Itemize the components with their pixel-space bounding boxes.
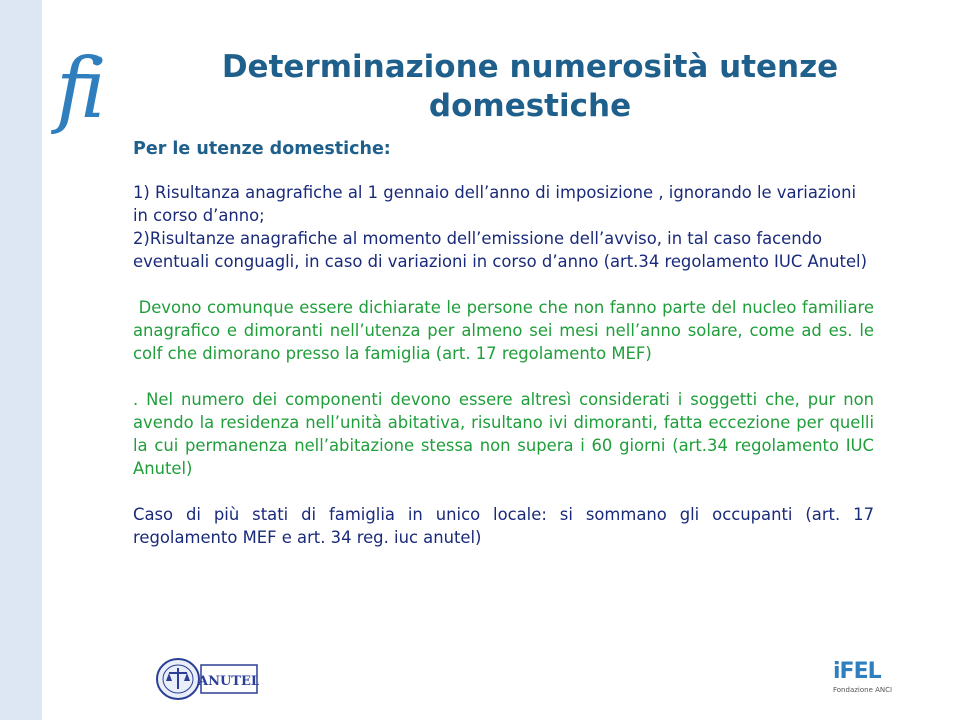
slide-content [133,138,880,549]
paragraph-3: Devono comunque essere dichiarate le persone che non fanno parte del nucleo familiare anagrafico e dimoranti nell’utenza per almeno sei mesi nell’anno solare, come ad es. le colf che dimorano presso la famiglia (art. 17 regolamento MEF) [133,298,880,363]
paragraph-1: 1) Risultanza anagrafiche al 1 gennaio dell’anno di imposizione , ignorando le variazioni in corso d’anno; [133,183,857,225]
slide-title: Determinazione numerosità utenze domestiche [221,49,839,124]
anutel-logo [155,657,259,701]
fi-logo: fi [56,42,101,137]
subheading: Per le utenze domestiche: [133,139,391,159]
paragraph-2: 2)Risultanze anagrafiche al momento dell’emissione dell’avviso, in tal caso facendo eventuali conguagli, in caso di variazioni in corso d’anno (art.34 regolamento IUC Anutel) [133,229,867,271]
anutel-logo-graphic [155,657,259,701]
anutel-logo-text: ANUTEL [197,674,259,689]
spacer [133,480,874,503]
ifel-logo-text: iFEL [833,659,881,684]
ifel-logo-subtitle: Fondazione ANCI [833,686,893,694]
spacer [133,365,874,388]
side-band [0,0,42,720]
paragraph-4: . Nel numero dei componenti devono essere altresì considerati i soggetti che, pur non avendo la residenza nell’unità abitativa, risultano ivi dimoranti, fatta eccezione per quelli la cui permanenza nell’abitazione stessa non supera i 60 giorni (art.34 regolamento IUC Anutel) [133,390,874,478]
spacer [133,273,874,296]
ifel-logo [833,658,893,700]
paragraph-5: Caso di più stati di famiglia in unico locale: si sommano gli occupanti (art. 17 regolamento MEF e art. 34 reg. iuc anutel) [133,505,874,547]
